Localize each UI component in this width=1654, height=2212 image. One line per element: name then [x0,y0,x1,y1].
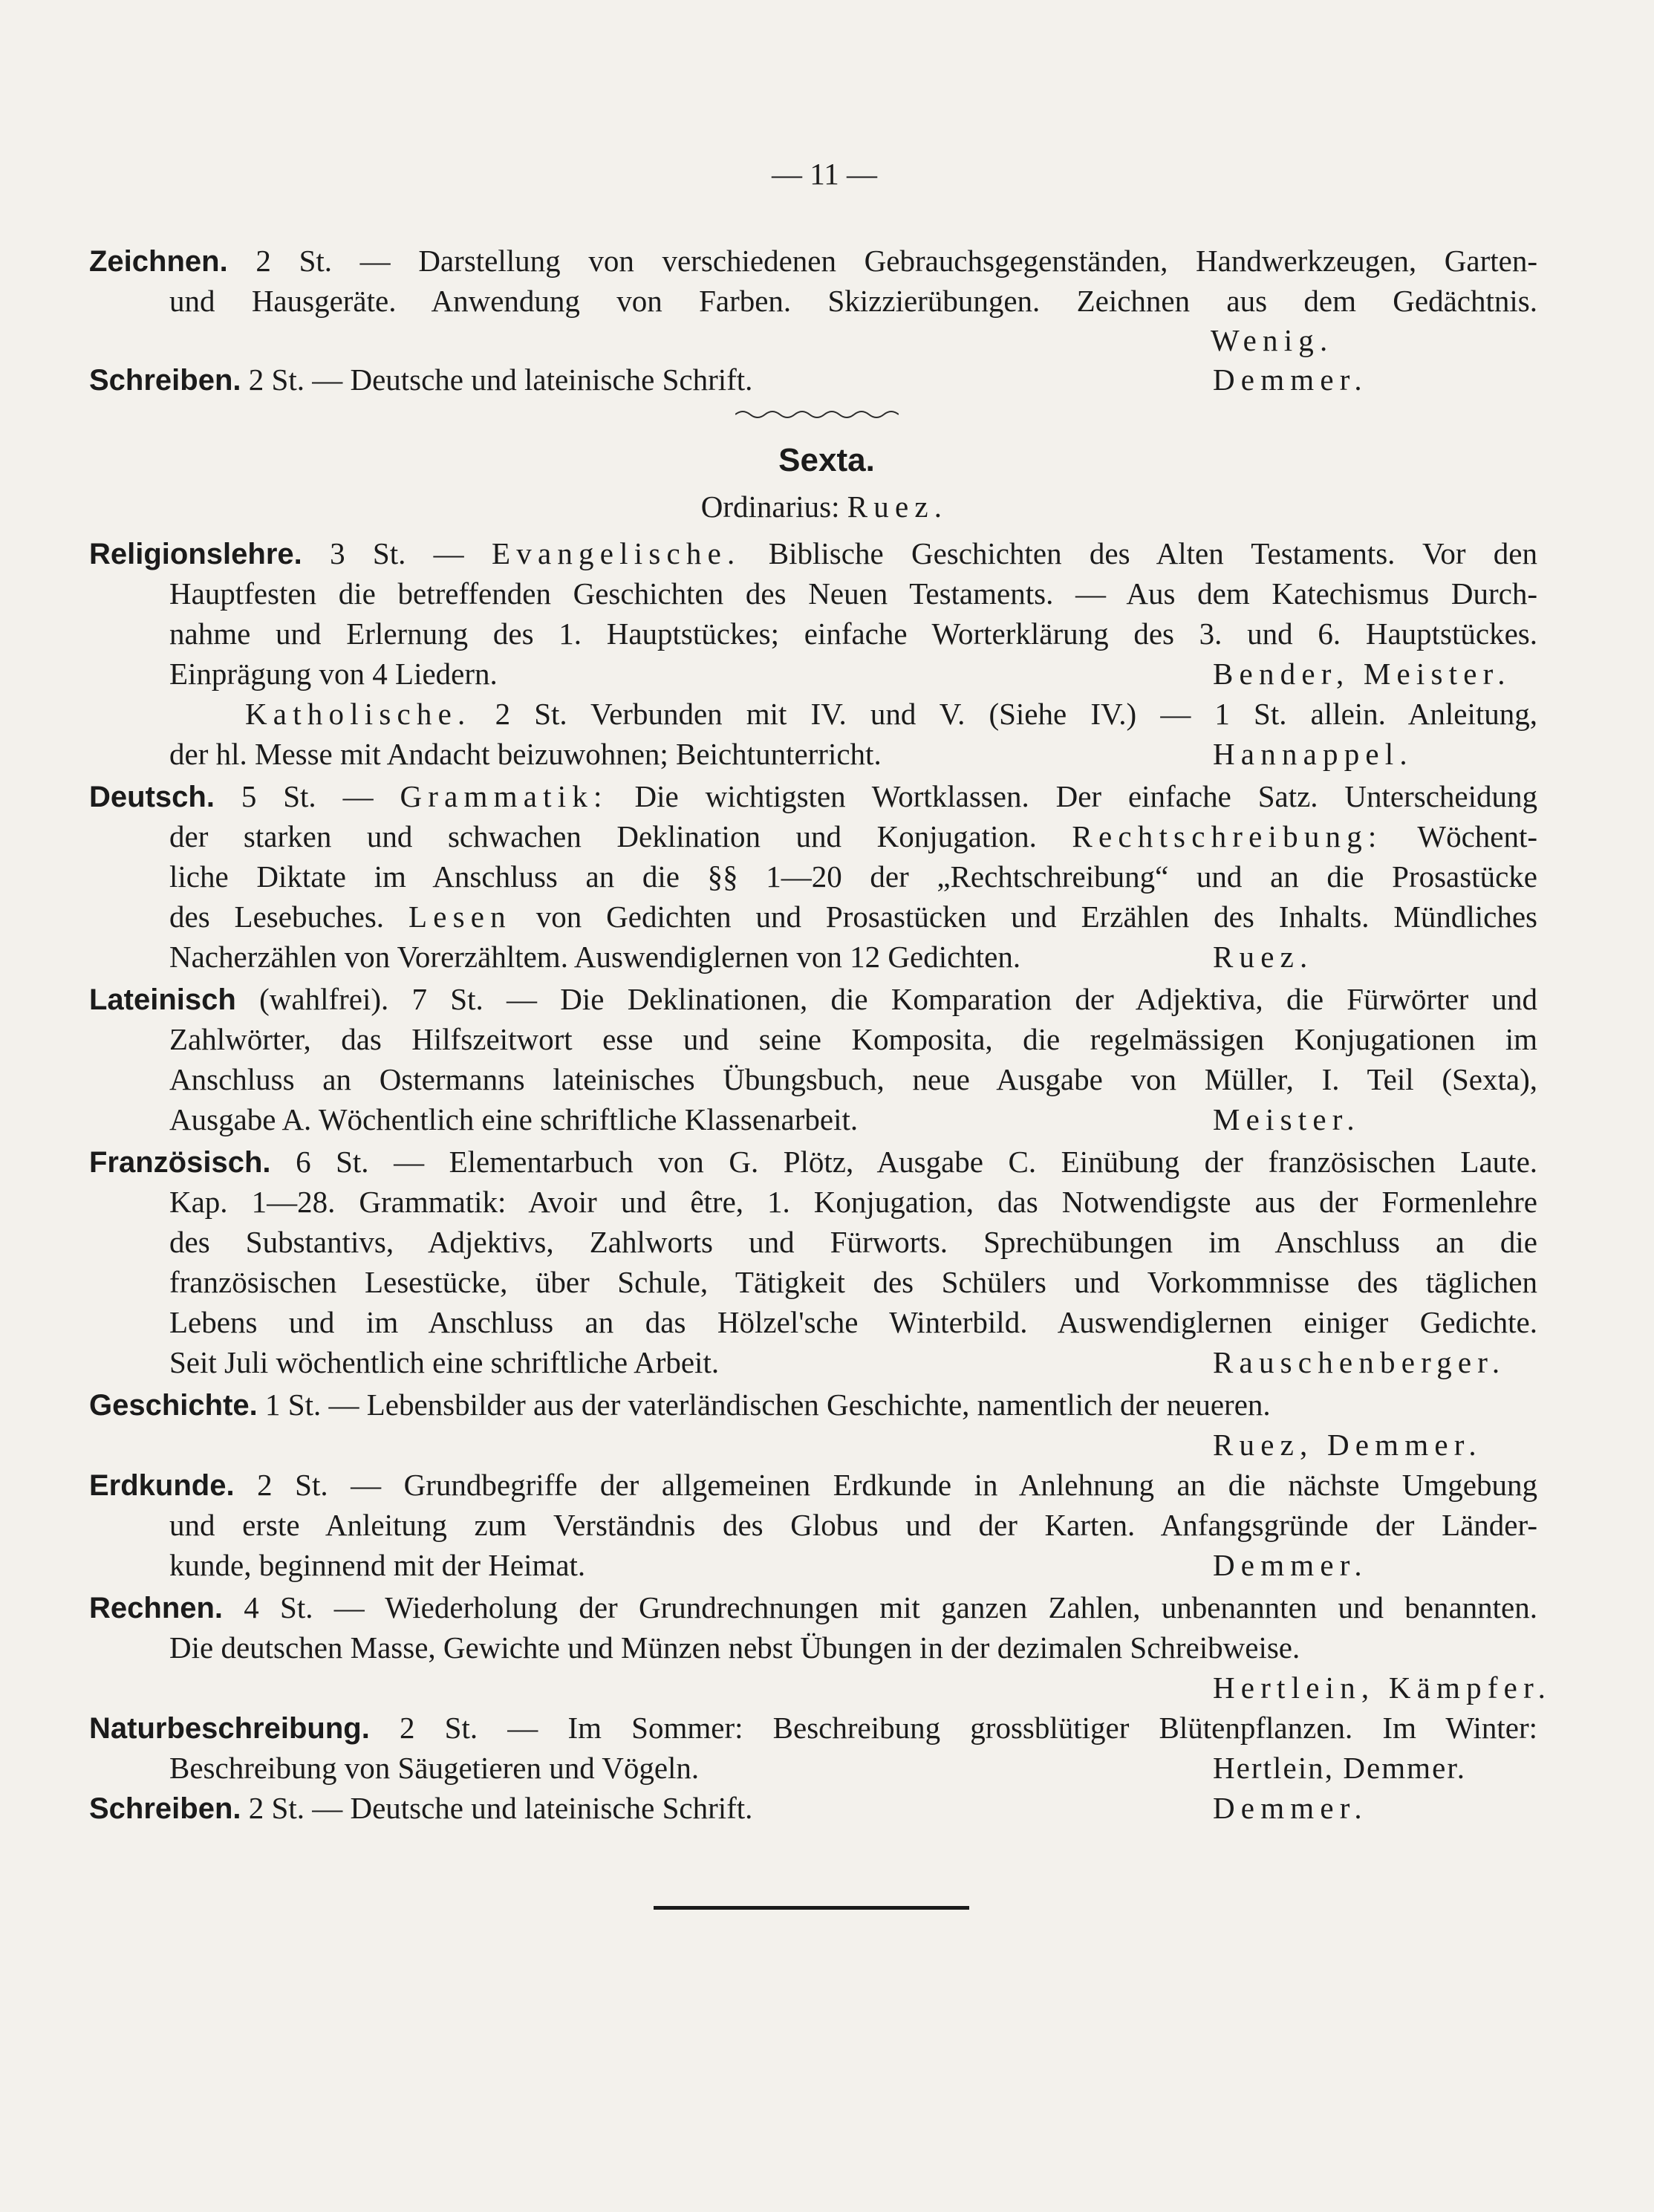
zeichnen-teacher: Wenig. [1211,323,1334,357]
rechnen-line-1 [89,1587,1537,1628]
franz-teacher: Rauschenberger. [1213,1345,1506,1379]
religion-teacher-1: Bender, Meister. [1213,657,1511,691]
deutsch-lesen: Lesen [408,900,512,934]
schreiben-top-line [89,360,752,400]
geschichte-text-1: 1 St. — Lebensbilder aus der vaterländischen Geschichte, namentlich der neueren. [265,1388,1271,1422]
religion-text-1b: Biblische Geschichten des Alten Testaments. Vor den [768,536,1538,570]
wavy-divider [735,407,899,422]
latein-teacher: Meister. [1213,1102,1361,1136]
latein-line-1 [89,979,1537,1020]
rechnen-heading: Rechnen. [89,1592,224,1624]
franz-line-4: französischen Lesestücke, über Schule, Tätigkeit des Schülers und Vorkommnisse des täglichen [169,1265,1537,1299]
zeichnen-line-2: und Hausgeräte. Anwendung von Farben. Skizzierübungen. Zeichnen aus dem Gedächtnis. [169,284,1537,318]
franz-line-3: des Substantivs, Adjektivs, Zahlworts und Fürworts. Sprechübungen im Anschluss an die [169,1225,1537,1259]
latein-heading: Lateinisch [89,983,236,1016]
erdkunde-teacher: Demmer. [1213,1548,1368,1582]
erdkunde-line-3: kunde, beginnend mit der Heimat. [169,1548,586,1582]
latein-line-2: Zahlwörter, das Hilfszeitwort esse und seine Komposita, die regelmässigen Konjugationen im [169,1022,1537,1056]
deutsch-text-1b: Die wichtigsten Wortklassen. Der einfache Satz. Unterscheidung [634,779,1538,813]
deutsch-line-3: liche Diktate im Anschluss an die §§ 1—20 der „Rechtschreibung“ und an die Prosastücke [169,859,1537,894]
schreiben-top-text: 2 St. — Deutsche und lateinische Schrift. [248,362,753,397]
section-title: Sexta. [778,442,875,478]
closing-rule [654,1906,969,1910]
erdkunde-heading: Erdkunde. [89,1469,235,1502]
religion-line-6: der hl. Messe mit Andacht beizuwohnen; Beichtunterricht. [169,737,882,771]
schreiben-bottom-teacher: Demmer. [1213,1791,1368,1825]
erdkunde-line-2: und erste Anleitung zum Verständnis des Globus und der Karten. Anfangsgründe der Länder- [169,1508,1537,1542]
natur-teacher: Hertlein, Demmer. [1213,1751,1467,1785]
schreiben-bottom-heading: Schreiben. [89,1792,241,1825]
latein-line-3: Anschluss an Ostermanns lateinisches Übungsbuch, neue Ausgabe von Müller, I. Teil (Sexta), [169,1062,1537,1096]
franz-line-1 [89,1142,1537,1183]
deutsch-text-4b: von Gedichten und Prosastücken und Erzählen des Inhalts. Mündliches [535,900,1538,934]
religion-heading: Religionslehre. [89,538,302,570]
ordinarius-label: Ordinarius: [700,489,840,524]
schreiben-top-teacher: Demmer. [1213,362,1368,397]
franz-line-5: Lebens und im Anschluss an das Hölzel'sche Winterbild. Auswendiglernen einiger Gedichte. [169,1305,1537,1339]
zeichnen-text-1: 2 St. — Darstellung von verschiedenen Gebrauchsgegenständen, Handwerkzeugen, Garten- [255,244,1538,278]
religion-text-5: 2 St. Verbunden mit IV. und V. (Siehe IV.) — 1 St. allein. Anleitung, [495,697,1538,731]
schreiben-top-heading: Schreiben. [89,364,241,397]
religion-line-1 [89,533,1537,574]
franz-text-1: 6 St. — Elementarbuch von G. Plötz, Ausgabe C. Einübung der französischen Laute. [296,1145,1538,1179]
deutsch-line-2 [169,816,1537,856]
deutsch-text-1a: 5 St. — [241,779,374,813]
rechnen-text-1: 4 St. — Wiederholung der Grundrechnungen mit ganzen Zahlen, unbenannten und benannten. [244,1590,1537,1624]
geschichte-line-1 [89,1385,1271,1425]
natur-text-1: 2 St. — Im Sommer: Beschreibung grossblütiger Blütenpflanzen. Im Winter: [400,1711,1537,1745]
deutsch-line-5: Nacherzählen von Vorerzähltem. Auswendiglernen von 12 Gedichten. [169,940,1021,974]
erdkunde-text-1: 2 St. — Grundbegriffe der allgemeinen Erdkunde in Anlehnung an die nächste Umgebung [257,1468,1537,1502]
erdkunde-line-1 [89,1465,1537,1506]
deutsch-rechtschreibung: Rechtschreibung: [1072,819,1383,853]
deutsch-text-2a: der starken und schwachen Deklination und Konjugation. [169,819,1037,853]
religion-teacher-2: Hannappel. [1213,737,1413,771]
religion-evangelisch: Evangelische. [492,536,741,570]
deutsch-grammatik: Grammatik: [400,779,608,813]
page-number: — 11 — [772,157,877,191]
deutsch-teacher: Ruez. [1213,940,1314,974]
deutsch-text-2b: Wöchent- [1417,819,1538,853]
franz-heading: Französisch. [89,1146,271,1179]
schreiben-bottom-text: 2 St. — Deutsche und lateinische Schrift. [248,1791,753,1825]
latein-text-1: (wahlfrei). 7 St. — Die Deklinationen, die Komparation der Adjektiva, die Fürwörter und [259,982,1538,1016]
deutsch-line-4 [169,897,1537,937]
geschichte-heading: Geschichte. [89,1389,258,1422]
religion-line-3: nahme und Erlernung des 1. Hauptstückes; einfache Worterklärung des 3. und 6. Hauptstückes. [169,617,1537,651]
natur-line-1 [89,1708,1537,1749]
religion-katholisch: Katholische. [245,697,472,731]
religion-line-2: Hauptfesten die betreffenden Geschichten des Neuen Testaments. — Aus dem Katechismus Durch- [169,576,1537,611]
religion-line-5 [245,694,1537,734]
geschichte-teacher: Ruez, Demmer. [1213,1428,1482,1462]
deutsch-heading: Deutsch. [89,781,215,813]
rechnen-line-2: Die deutschen Masse, Gewichte und Münzen nebst Übungen in der dezimalen Schreibweise. [169,1630,1300,1665]
latein-line-4: Ausgabe A. Wöchentlich eine schriftliche Klassenarbeit. [169,1102,859,1136]
deutsch-text-4a: des Lesebuches. [169,900,385,934]
zeichnen-line-1 [89,241,1537,282]
franz-line-6: Seit Juli wöchentlich eine schriftliche Arbeit. [169,1345,720,1379]
natur-heading: Naturbeschreibung. [89,1712,370,1745]
schreiben-bottom-line [89,1788,752,1829]
deutsch-line-1 [89,776,1537,817]
rechnen-teacher: Hertlein, Kämpfer. [1213,1671,1552,1705]
religion-text-1a: 3 St. — [330,536,464,570]
religion-line-4: Einprägung von 4 Liedern. [169,657,498,691]
ordinarius-line [579,489,1069,524]
ordinarius-name: Ruez. [847,489,948,524]
zeichnen-heading: Zeichnen. [89,245,228,278]
natur-line-2: Beschreibung von Säugetieren und Vögeln. [169,1751,700,1785]
franz-line-2: Kap. 1—28. Grammatik: Avoir und être, 1. Konjugation, das Notwendigste aus der Formenlehre [169,1185,1537,1219]
